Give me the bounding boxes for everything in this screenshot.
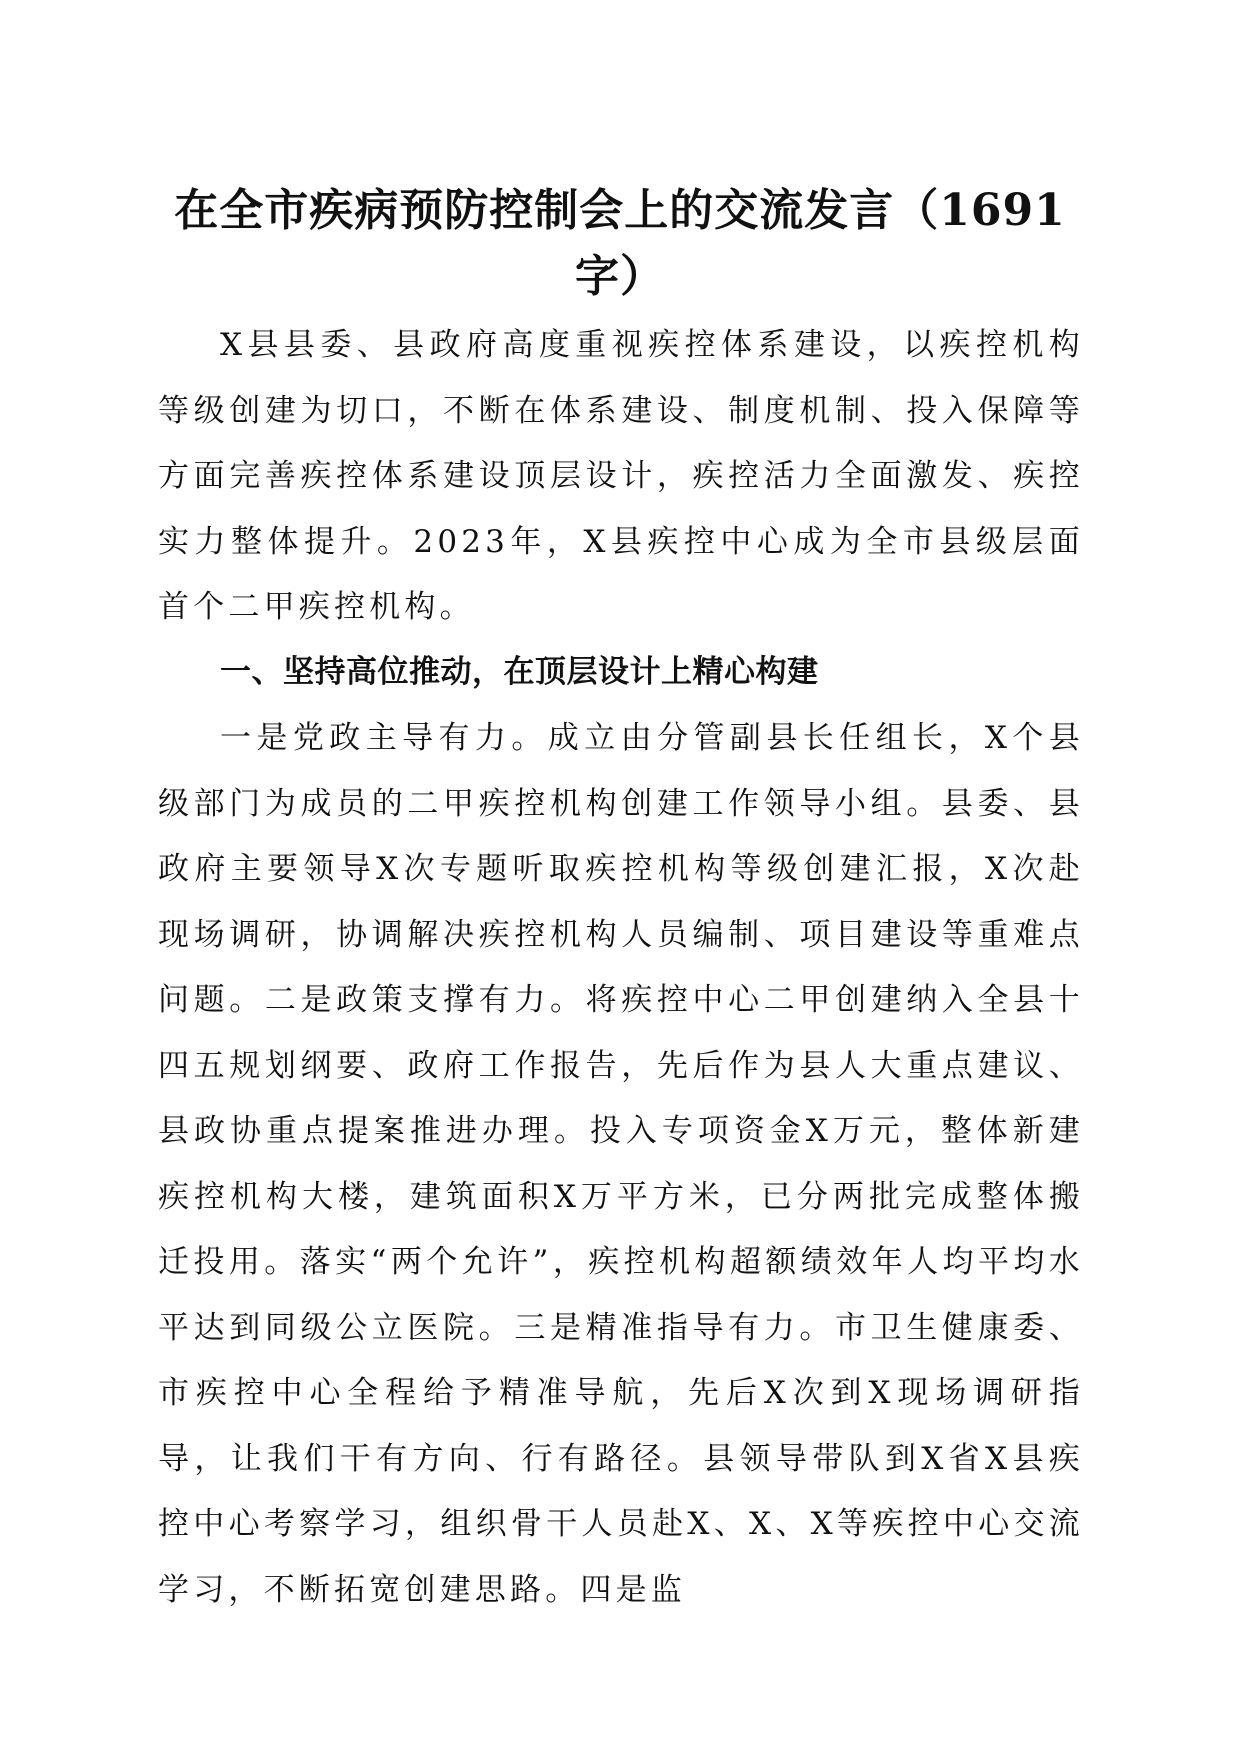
- intro-paragraph: X县县委、县政府高度重视疾控体系建设，以疾控机构等级创建为切口，不断在体系建设、制度机制、投入保障等方面完善疾控体系建设顶层设计，疾控活力全面激发、疾控实力整体提升。2023年，X县疾控中心成为全市县级层面首个二甲疾控机构。: [158, 327, 1084, 625]
- section-heading: 一、坚持高位推动，在顶层设计上精心构建: [220, 654, 819, 690]
- document-title: 在全市疾病预防控制会上的交流发言（1691字）: [174, 185, 1066, 302]
- body-paragraph: 一是党政主导有力。成立由分管副县长任组长，X个县级部门为成员的二甲疾控机构创建工作领导小组。县委、县政府主要领导X次专题听取疾控机构等级创建汇报，X次赴现场调研，协调解决疾控机构人员编制、项目建设等重难点问题。二是政策支撑有力。将疾控中心二甲创建纳入全县十四五规划纲要、政府工作报告，先后作为县人大重点建议、县政协重点提案推进办理。投入专项资金X万元，整体新建疾控机构大楼，建筑面积X万平方米，已分两批完成整体搬迁投用。落实“两个允许”，疾控机构超额绩效年人均平均水平达到同级公立医院。三是精准指导有力。市卫生健康委、市疾控中心全程给予精准导航，先后X次到X现场调研指导，让我们干有方向、行有路径。县领导带队到X省X县疾控中心考察学习，组织骨干人员赴X、X、X等疾控中心交流学习，不断拓宽创建思路。四是监: [158, 720, 1084, 1608]
